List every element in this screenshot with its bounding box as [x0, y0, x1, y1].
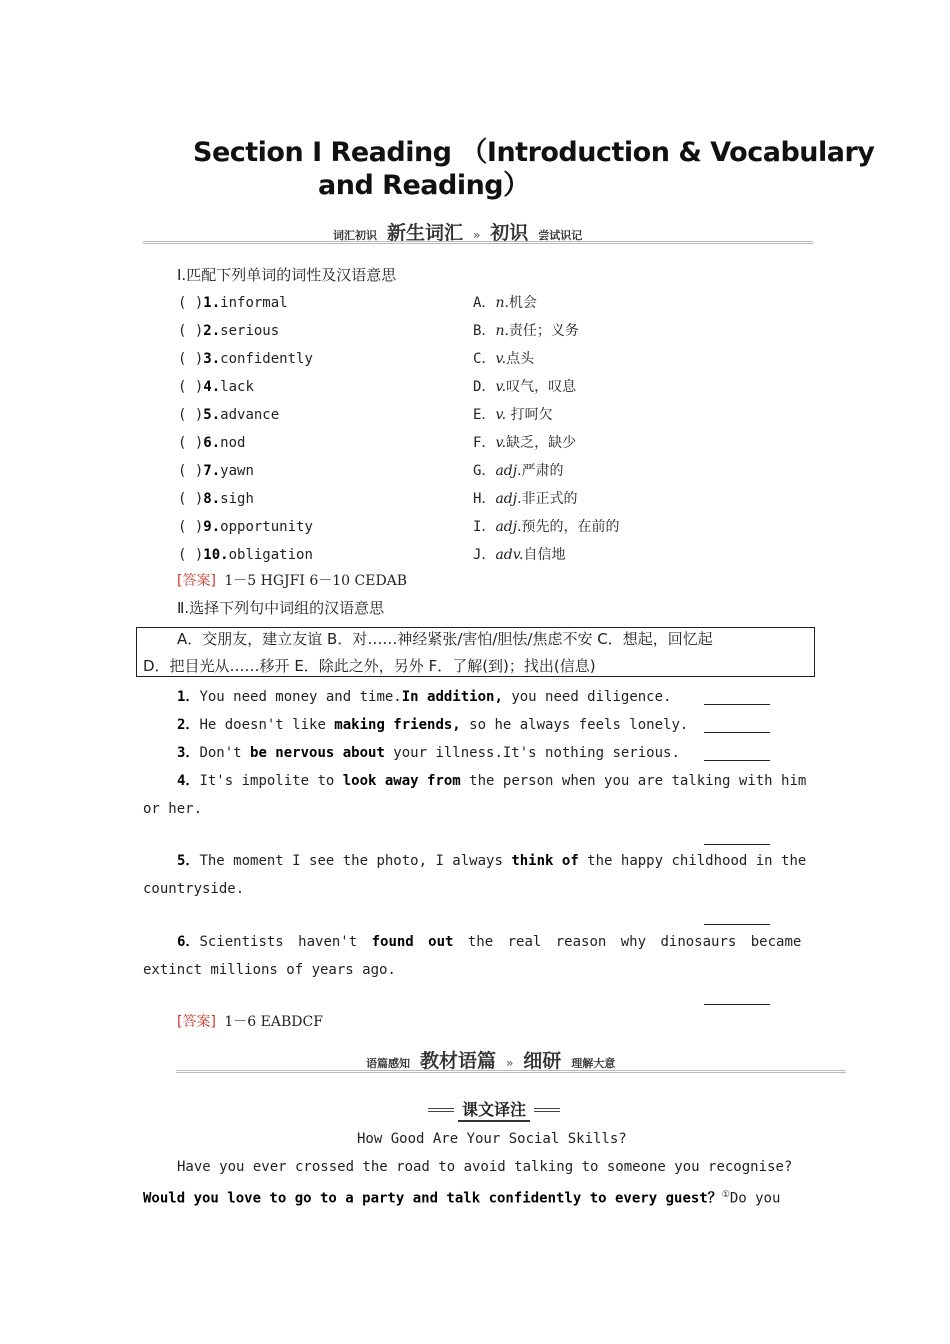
answer-blank[interactable]	[704, 830, 770, 845]
options-line-2: D．把目光从……移开 E．除此之外，另外 F．了解(到)；找出(信息)	[143, 657, 596, 675]
answer-text: 1－5 HGJFI 6－10 CEDAB	[224, 573, 408, 589]
banner-main-1: 新生词汇	[387, 222, 464, 244]
banner-main-1: 教材语篇	[420, 1050, 497, 1072]
list-item: ( )6.nod	[178, 435, 246, 451]
section-banner-reading	[366, 1046, 615, 1073]
answer-blank[interactable]	[704, 718, 770, 733]
answer-text: 1－6 EABDCF	[224, 1014, 323, 1030]
answer-blank[interactable]	[704, 910, 770, 925]
sentence-5-cont: countryside.	[143, 881, 245, 897]
options-box	[136, 627, 815, 677]
list-item: ( )1.informal	[178, 295, 288, 311]
list-item: ( )5.advance	[178, 407, 280, 423]
list-item: C．v.点头	[473, 351, 535, 367]
list-item: I．adj.预先的，在前的	[473, 519, 620, 535]
list-item: E．v. 打呵欠	[473, 407, 553, 423]
list-item: A．n.机会	[473, 295, 537, 311]
sentence-6-cont: extinct millions of years ago.	[143, 962, 396, 978]
banner-left-label: 词汇初识	[333, 229, 377, 242]
list-item: D．v.叹气，叹息	[473, 379, 577, 395]
list-item: ( )10.obligation	[178, 547, 313, 563]
double-chevron-icon: »	[473, 228, 481, 242]
passage-title: How Good Are Your Social Skills?	[357, 1131, 627, 1147]
translation-tag	[428, 1097, 560, 1122]
banner-main-2: 初识	[490, 222, 529, 244]
answer-line-1	[177, 571, 407, 591]
list-item: F．v.缺乏，缺少	[473, 435, 577, 451]
tag-right-bar	[534, 1108, 560, 1112]
passage-line-2: Would you love to go to a party and talk confidently to every guest？①Do you	[143, 1190, 781, 1207]
list-item: G．adj.严肃的	[473, 463, 564, 479]
answer-blank[interactable]	[704, 746, 770, 761]
part2-heading: Ⅱ.选择下列句中词组的汉语意思	[177, 599, 385, 617]
banner-right-label: 理解大意	[571, 1057, 616, 1070]
part1-heading: Ⅰ.匹配下列单词的词性及汉语意思	[177, 266, 397, 284]
sentence-2: 2．He doesn't like making friends, so he always feels lonely.	[177, 717, 689, 733]
sentence-3: 3．Don't be nervous about your illness.It's nothing serious.	[177, 745, 680, 761]
divider	[143, 241, 813, 244]
answer-blank[interactable]	[704, 990, 770, 1005]
sentence-4-cont: or her.	[143, 801, 203, 817]
list-item: B．n.责任；义务	[473, 323, 579, 339]
tag-left-bar	[428, 1108, 454, 1112]
list-item: H．adj.非正式的	[473, 491, 578, 507]
list-item: ( )2.serious	[178, 323, 280, 339]
answer-label: [答案]	[177, 1014, 216, 1030]
list-item: ( )3.confidently	[178, 351, 313, 367]
double-chevron-icon: »	[506, 1056, 514, 1070]
sentence-6: 6．Scientists haven't found out the real reason why dinosaurs became	[177, 934, 802, 950]
answer-line-2	[177, 1012, 323, 1032]
list-item: J．adv.自信地	[473, 547, 566, 563]
answer-label: [答案]	[177, 573, 216, 589]
list-item: ( )7.yawn	[178, 463, 254, 479]
sentence-1: 1．You need money and time.In addition, you need diligence.	[177, 689, 672, 705]
list-item: ( )9.opportunity	[178, 519, 313, 535]
list-item: ( )8.sigh	[178, 491, 254, 507]
banner-main-2: 细研	[523, 1050, 562, 1072]
page-title-line2: and Reading）	[318, 170, 530, 201]
footnote-marker: ①	[721, 1190, 730, 1200]
page-title: Section Ⅰ Reading （Introduction & Vocabulary	[193, 137, 875, 168]
divider	[176, 1070, 846, 1073]
answer-blank[interactable]	[704, 690, 770, 705]
banner-left-label: 语篇感知	[366, 1057, 410, 1070]
options-line-1: A．交朋友，建立友谊 B．对……神经紧张/害怕/胆怯/焦虑不安 C．想起，回忆起	[177, 630, 713, 648]
sentence-4: 4．It's impolite to look away from the person when you are talking with him	[177, 773, 807, 789]
tag-label: 课文译注	[458, 1097, 530, 1122]
passage-line-1: Have you ever crossed the road to avoid talking to someone you recognise?	[177, 1159, 793, 1175]
banner-right-label: 尝试识记	[538, 229, 583, 242]
list-item: ( )4.lack	[178, 379, 254, 395]
sentence-5: 5．The moment I see the photo, I always think of the happy childhood in the	[177, 853, 807, 869]
